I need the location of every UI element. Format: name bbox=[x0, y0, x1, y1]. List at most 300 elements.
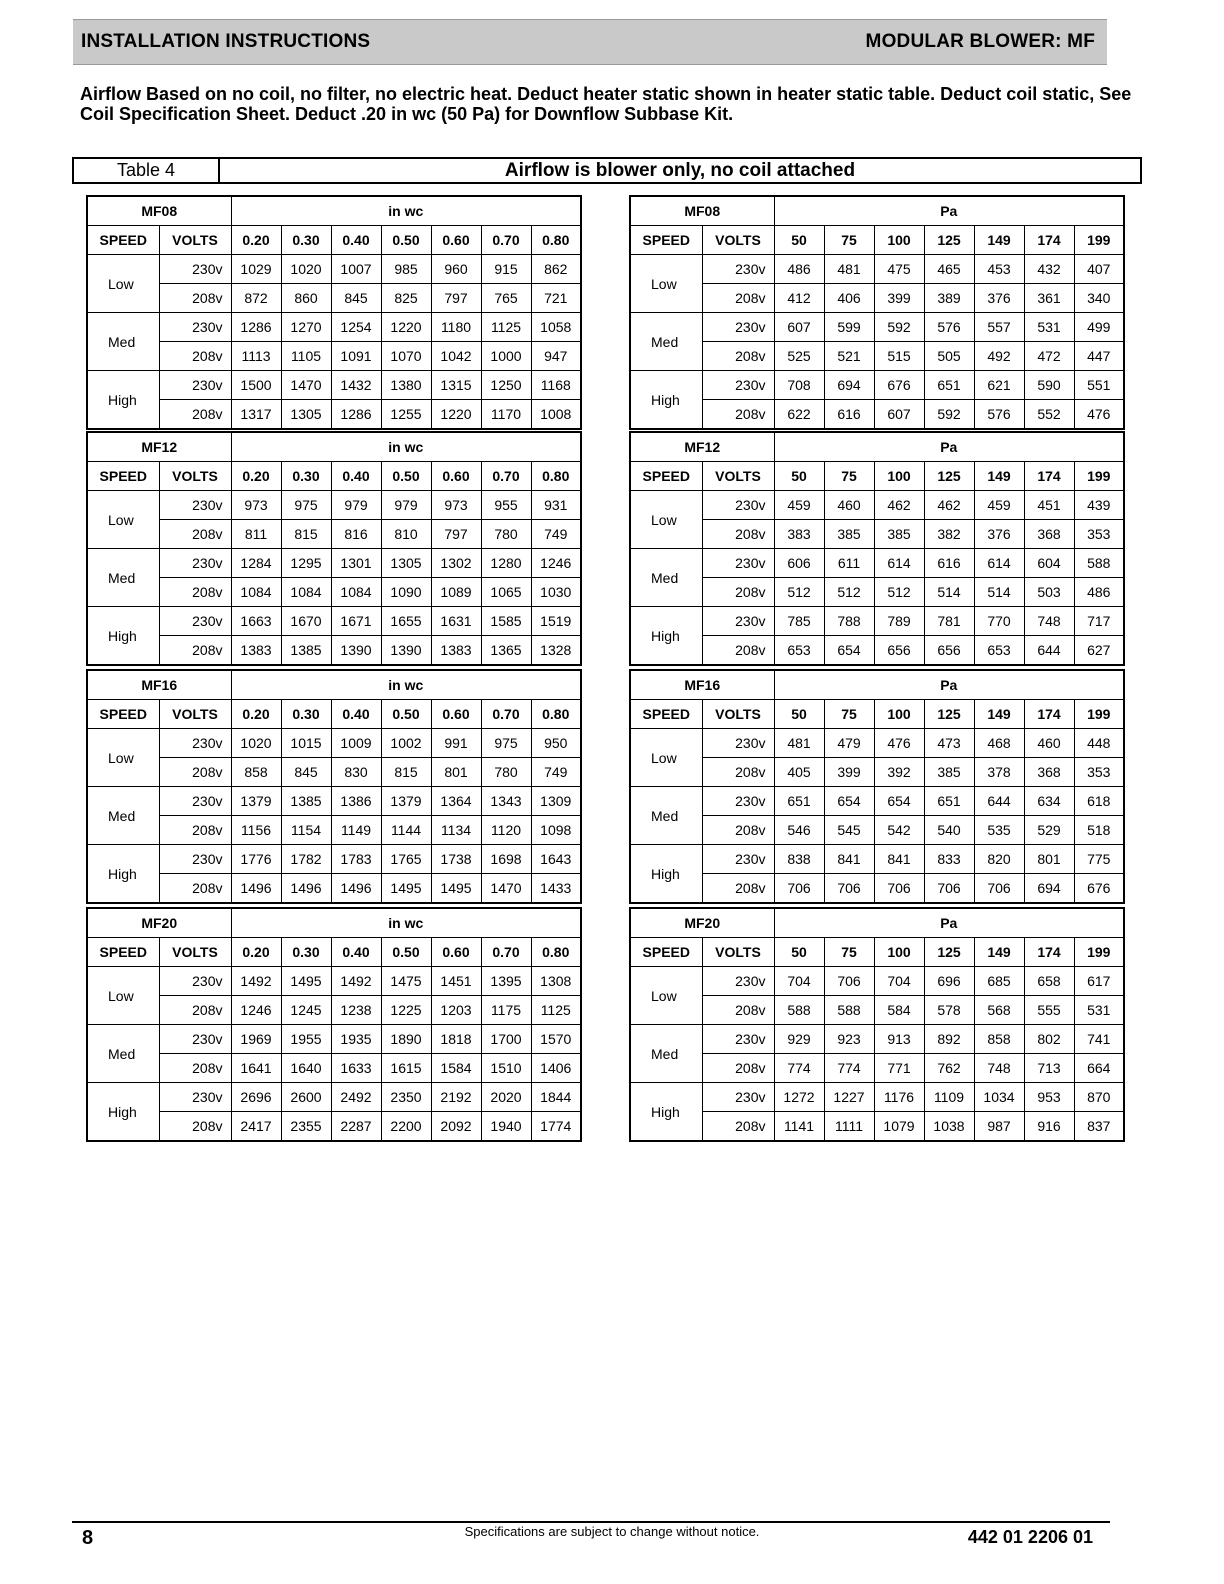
table-row bbox=[87, 729, 581, 758]
header-banner bbox=[73, 19, 1107, 65]
speed-label: Low bbox=[630, 729, 702, 787]
airflow-cell: 340 bbox=[1074, 284, 1124, 313]
mf16-inwc-table bbox=[86, 669, 582, 904]
pressure-header: 0.40 bbox=[331, 700, 381, 729]
table-caption: Airflow is blower only, no coil attached bbox=[504, 160, 856, 181]
mf16-pa-table bbox=[629, 669, 1125, 904]
airflow-cell: 775 bbox=[1074, 845, 1124, 874]
volts-header: VOLTS bbox=[702, 462, 774, 491]
volts-header: VOLTS bbox=[159, 462, 231, 491]
airflow-cell: 588 bbox=[824, 996, 874, 1025]
airflow-cell: 1969 bbox=[231, 1025, 281, 1054]
voltage-label: 230v bbox=[702, 967, 774, 996]
airflow-cell: 664 bbox=[1074, 1054, 1124, 1083]
airflow-cell: 706 bbox=[774, 874, 824, 904]
pressure-header: 0.30 bbox=[281, 226, 331, 255]
airflow-cell: 1225 bbox=[381, 996, 431, 1025]
airflow-cell: 1643 bbox=[531, 845, 581, 874]
airflow-cell: 1379 bbox=[231, 787, 281, 816]
airflow-cell: 654 bbox=[874, 787, 924, 816]
airflow-cell: 607 bbox=[774, 313, 824, 342]
pressure-header: 0.50 bbox=[381, 938, 431, 967]
airflow-cell: 1380 bbox=[381, 371, 431, 400]
speed-label: Low bbox=[87, 967, 159, 1025]
voltage-label: 230v bbox=[159, 255, 231, 284]
airflow-cell: 947 bbox=[531, 342, 581, 371]
airflow-cell: 2417 bbox=[231, 1112, 281, 1142]
airflow-cell: 1302 bbox=[431, 549, 481, 578]
airflow-cell: 588 bbox=[1074, 549, 1124, 578]
airflow-cell: 2600 bbox=[281, 1083, 331, 1112]
airflow-cell: 1305 bbox=[281, 400, 331, 430]
unit-label: Pa bbox=[774, 670, 1124, 700]
table-row bbox=[630, 491, 1124, 520]
table-row bbox=[630, 284, 1124, 313]
airflow-cell: 618 bbox=[1074, 787, 1124, 816]
airflow-cell: 412 bbox=[774, 284, 824, 313]
pressure-header: 0.20 bbox=[231, 226, 281, 255]
airflow-cell: 1365 bbox=[481, 636, 531, 666]
airflow-cell: 1270 bbox=[281, 313, 331, 342]
airflow-cell: 1315 bbox=[431, 371, 481, 400]
airflow-cell: 1640 bbox=[281, 1054, 331, 1083]
airflow-cell: 1379 bbox=[381, 787, 431, 816]
pressure-header: 0.80 bbox=[531, 226, 581, 255]
airflow-cell: 1084 bbox=[231, 578, 281, 607]
airflow-cell: 616 bbox=[924, 549, 974, 578]
voltage-label: 230v bbox=[159, 967, 231, 996]
model-name: MF20 bbox=[87, 908, 231, 938]
airflow-cell: 576 bbox=[924, 313, 974, 342]
volts-header: VOLTS bbox=[159, 700, 231, 729]
voltage-label: 208v bbox=[159, 758, 231, 787]
airflow-cell: 1317 bbox=[231, 400, 281, 430]
airflow-cell: 815 bbox=[381, 758, 431, 787]
airflow-cell: 518 bbox=[1074, 816, 1124, 845]
airflow-cell: 1176 bbox=[874, 1083, 924, 1112]
model-name: MF08 bbox=[630, 196, 774, 226]
speed-label: Med bbox=[87, 313, 159, 371]
airflow-cell: 1492 bbox=[231, 967, 281, 996]
pressure-header: 50 bbox=[774, 700, 824, 729]
airflow-cell: 1286 bbox=[231, 313, 281, 342]
airflow-cell: 676 bbox=[1074, 874, 1124, 904]
airflow-cell: 1940 bbox=[481, 1112, 531, 1142]
voltage-label: 230v bbox=[702, 549, 774, 578]
airflow-cell: 1042 bbox=[431, 342, 481, 371]
airflow-cell: 1390 bbox=[331, 636, 381, 666]
airflow-cell: 801 bbox=[1024, 845, 1074, 874]
voltage-label: 230v bbox=[159, 787, 231, 816]
voltage-label: 208v bbox=[159, 1112, 231, 1142]
airflow-cell: 1385 bbox=[281, 636, 331, 666]
volts-header: VOLTS bbox=[702, 700, 774, 729]
airflow-cell: 392 bbox=[874, 758, 924, 787]
airflow-cell: 614 bbox=[974, 549, 1024, 578]
airflow-cell: 860 bbox=[281, 284, 331, 313]
table-row bbox=[87, 400, 581, 430]
airflow-cell: 462 bbox=[924, 491, 974, 520]
airflow-cell: 389 bbox=[924, 284, 974, 313]
pressure-header: 0.50 bbox=[381, 226, 431, 255]
airflow-cell: 1156 bbox=[231, 816, 281, 845]
airflow-cell: 1585 bbox=[481, 607, 531, 636]
airflow-cell: 551 bbox=[1074, 371, 1124, 400]
voltage-label: 208v bbox=[702, 996, 774, 1025]
pressure-header: 0.30 bbox=[281, 700, 331, 729]
airflow-cell: 708 bbox=[774, 371, 824, 400]
airflow-cell: 816 bbox=[331, 520, 381, 549]
voltage-label: 208v bbox=[159, 816, 231, 845]
voltage-label: 230v bbox=[702, 255, 774, 284]
airflow-cell: 833 bbox=[924, 845, 974, 874]
table-row bbox=[87, 342, 581, 371]
speed-label: Low bbox=[87, 491, 159, 549]
airflow-cell: 1935 bbox=[331, 1025, 381, 1054]
airflow-cell: 748 bbox=[1024, 607, 1074, 636]
airflow-cell: 1284 bbox=[231, 549, 281, 578]
airflow-cell: 653 bbox=[974, 636, 1024, 666]
airflow-cell: 1120 bbox=[481, 816, 531, 845]
table-row bbox=[87, 1112, 581, 1142]
airflow-cell: 651 bbox=[924, 787, 974, 816]
table-row bbox=[630, 371, 1124, 400]
airflow-cell: 353 bbox=[1074, 758, 1124, 787]
airflow-cell: 606 bbox=[774, 549, 824, 578]
airflow-cell: 1451 bbox=[431, 967, 481, 996]
airflow-cell: 780 bbox=[481, 520, 531, 549]
airflow-cell: 1615 bbox=[381, 1054, 431, 1083]
speed-label: Low bbox=[630, 967, 702, 1025]
voltage-label: 208v bbox=[159, 874, 231, 904]
airflow-cell: 694 bbox=[824, 371, 874, 400]
airflow-cell: 592 bbox=[874, 313, 924, 342]
airflow-cell: 975 bbox=[281, 491, 331, 520]
airflow-cell: 584 bbox=[874, 996, 924, 1025]
airflow-cell: 1584 bbox=[431, 1054, 481, 1083]
voltage-label: 208v bbox=[702, 758, 774, 787]
airflow-cell: 870 bbox=[1074, 1083, 1124, 1112]
table-row bbox=[87, 520, 581, 549]
airflow-cell: 2200 bbox=[381, 1112, 431, 1142]
pressure-header: 75 bbox=[824, 700, 874, 729]
airflow-cell: 2492 bbox=[331, 1083, 381, 1112]
pressure-header: 0.80 bbox=[531, 700, 581, 729]
airflow-cell: 627 bbox=[1074, 636, 1124, 666]
airflow-cell: 512 bbox=[874, 578, 924, 607]
airflow-cell: 512 bbox=[824, 578, 874, 607]
pressure-header: 50 bbox=[774, 938, 824, 967]
airflow-cell: 1015 bbox=[281, 729, 331, 758]
airflow-cell: 797 bbox=[431, 284, 481, 313]
table-row bbox=[87, 371, 581, 400]
table-row bbox=[87, 549, 581, 578]
airflow-cell: 741 bbox=[1074, 1025, 1124, 1054]
pressure-header: 125 bbox=[924, 226, 974, 255]
table-row bbox=[87, 1083, 581, 1112]
airflow-cell: 1254 bbox=[331, 313, 381, 342]
airflow-cell: 838 bbox=[774, 845, 824, 874]
table-row bbox=[630, 1025, 1124, 1054]
airflow-cell: 770 bbox=[974, 607, 1024, 636]
airflow-cell: 447 bbox=[1074, 342, 1124, 371]
airflow-cell: 460 bbox=[824, 491, 874, 520]
airflow-cell: 439 bbox=[1074, 491, 1124, 520]
airflow-cell: 535 bbox=[974, 816, 1024, 845]
airflow-cell: 529 bbox=[1024, 816, 1074, 845]
airflow-cell: 1570 bbox=[531, 1025, 581, 1054]
airflow-cell: 771 bbox=[874, 1054, 924, 1083]
voltage-label: 208v bbox=[702, 636, 774, 666]
table-row bbox=[87, 1054, 581, 1083]
airflow-cell: 505 bbox=[924, 342, 974, 371]
footer-rule bbox=[72, 1521, 1110, 1523]
airflow-cell: 781 bbox=[924, 607, 974, 636]
airflow-cell: 749 bbox=[531, 520, 581, 549]
airflow-cell: 762 bbox=[924, 1054, 974, 1083]
airflow-cell: 407 bbox=[1074, 255, 1124, 284]
airflow-cell: 858 bbox=[974, 1025, 1024, 1054]
airflow-cell: 837 bbox=[1074, 1112, 1124, 1142]
voltage-label: 208v bbox=[159, 636, 231, 666]
header-product: MODULAR BLOWER: MF bbox=[865, 31, 1095, 52]
table-row bbox=[87, 578, 581, 607]
pressure-header: 0.80 bbox=[531, 938, 581, 967]
unit-label: Pa bbox=[774, 432, 1124, 462]
airflow-cell: 1079 bbox=[874, 1112, 924, 1142]
voltage-label: 208v bbox=[702, 578, 774, 607]
airflow-cell: 785 bbox=[774, 607, 824, 636]
pressure-header: 0.70 bbox=[481, 226, 531, 255]
airflow-cell: 459 bbox=[974, 491, 1024, 520]
airflow-cell: 950 bbox=[531, 729, 581, 758]
airflow-cell: 774 bbox=[774, 1054, 824, 1083]
airflow-cell: 383 bbox=[774, 520, 824, 549]
airflow-cell: 651 bbox=[924, 371, 974, 400]
airflow-cell: 1125 bbox=[481, 313, 531, 342]
airflow-cell: 1089 bbox=[431, 578, 481, 607]
pressure-header: 0.30 bbox=[281, 462, 331, 491]
table-row bbox=[87, 1025, 581, 1054]
airflow-cell: 1500 bbox=[231, 371, 281, 400]
airflow-cell: 465 bbox=[924, 255, 974, 284]
speed-header: SPEED bbox=[630, 226, 702, 255]
pressure-header: 100 bbox=[874, 462, 924, 491]
header-title: INSTALLATION INSTRUCTIONS bbox=[81, 31, 371, 52]
airflow-cell: 514 bbox=[974, 578, 1024, 607]
airflow-cell: 1090 bbox=[381, 578, 431, 607]
airflow-cell: 448 bbox=[1074, 729, 1124, 758]
airflow-cell: 1496 bbox=[281, 874, 331, 904]
table-row bbox=[630, 787, 1124, 816]
speed-label: Med bbox=[630, 787, 702, 845]
unit-label: in wc bbox=[231, 670, 581, 700]
table-row bbox=[630, 816, 1124, 845]
table-row bbox=[630, 996, 1124, 1025]
airflow-cell: 607 bbox=[874, 400, 924, 430]
airflow-cell: 706 bbox=[924, 874, 974, 904]
airflow-cell: 1272 bbox=[774, 1083, 824, 1112]
speed-header: SPEED bbox=[87, 226, 159, 255]
airflow-cell: 555 bbox=[1024, 996, 1074, 1025]
airflow-cell: 706 bbox=[824, 874, 874, 904]
airflow-cell: 475 bbox=[874, 255, 924, 284]
airflow-cell: 991 bbox=[431, 729, 481, 758]
airflow-cell: 1433 bbox=[531, 874, 581, 904]
airflow-cell: 472 bbox=[1024, 342, 1074, 371]
airflow-cell: 1510 bbox=[481, 1054, 531, 1083]
airflow-cell: 1698 bbox=[481, 845, 531, 874]
table-row bbox=[630, 342, 1124, 371]
airflow-cell: 858 bbox=[231, 758, 281, 787]
table-row bbox=[630, 255, 1124, 284]
airflow-cell: 845 bbox=[331, 284, 381, 313]
unit-label: Pa bbox=[774, 196, 1124, 226]
speed-label: High bbox=[87, 845, 159, 904]
speed-label: Med bbox=[630, 1025, 702, 1083]
table-row bbox=[630, 520, 1124, 549]
airflow-cell: 473 bbox=[924, 729, 974, 758]
airflow-cell: 1955 bbox=[281, 1025, 331, 1054]
airflow-cell: 1782 bbox=[281, 845, 331, 874]
airflow-cell: 923 bbox=[824, 1025, 874, 1054]
airflow-cell: 644 bbox=[1024, 636, 1074, 666]
airflow-cell: 916 bbox=[1024, 1112, 1074, 1142]
airflow-cell: 521 bbox=[824, 342, 874, 371]
table-row bbox=[630, 967, 1124, 996]
pressure-header: 50 bbox=[774, 226, 824, 255]
airflow-cell: 953 bbox=[1024, 1083, 1074, 1112]
airflow-cell: 1002 bbox=[381, 729, 431, 758]
voltage-label: 230v bbox=[702, 1083, 774, 1112]
airflow-cell: 1738 bbox=[431, 845, 481, 874]
speed-label: Low bbox=[630, 255, 702, 313]
airflow-cell: 1496 bbox=[231, 874, 281, 904]
pressure-header: 149 bbox=[974, 938, 1024, 967]
airflow-cell: 656 bbox=[874, 636, 924, 666]
airflow-cell: 453 bbox=[974, 255, 1024, 284]
voltage-label: 230v bbox=[702, 313, 774, 342]
airflow-cell: 361 bbox=[1024, 284, 1074, 313]
airflow-cell: 1113 bbox=[231, 342, 281, 371]
airflow-cell: 1774 bbox=[531, 1112, 581, 1142]
voltage-label: 208v bbox=[702, 874, 774, 904]
airflow-cell: 1383 bbox=[231, 636, 281, 666]
airflow-cell: 1180 bbox=[431, 313, 481, 342]
airflow-cell: 979 bbox=[381, 491, 431, 520]
pressure-header: 0.50 bbox=[381, 462, 431, 491]
airflow-cell: 1170 bbox=[481, 400, 531, 430]
airflow-cell: 1496 bbox=[331, 874, 381, 904]
airflow-cell: 614 bbox=[874, 549, 924, 578]
airflow-cell: 913 bbox=[874, 1025, 924, 1054]
airflow-cell: 1220 bbox=[381, 313, 431, 342]
airflow-cell: 476 bbox=[1074, 400, 1124, 430]
airflow-cell: 841 bbox=[874, 845, 924, 874]
unit-label: in wc bbox=[231, 908, 581, 938]
airflow-cell: 810 bbox=[381, 520, 431, 549]
pressure-header: 0.60 bbox=[431, 462, 481, 491]
speed-label: Med bbox=[630, 549, 702, 607]
airflow-cell: 514 bbox=[924, 578, 974, 607]
voltage-label: 208v bbox=[159, 342, 231, 371]
model-name: MF12 bbox=[87, 432, 231, 462]
airflow-cell: 599 bbox=[824, 313, 874, 342]
mf12-pa-table bbox=[629, 431, 1125, 666]
airflow-cell: 797 bbox=[431, 520, 481, 549]
airflow-cell: 987 bbox=[974, 1112, 1024, 1142]
airflow-cell: 459 bbox=[774, 491, 824, 520]
table-row bbox=[87, 874, 581, 904]
airflow-cell: 1395 bbox=[481, 967, 531, 996]
voltage-label: 208v bbox=[159, 284, 231, 313]
table-row bbox=[87, 967, 581, 996]
speed-label: Med bbox=[630, 313, 702, 371]
airflow-cell: 588 bbox=[774, 996, 824, 1025]
mf20-inwc-table bbox=[86, 907, 582, 1142]
pressure-header: 199 bbox=[1074, 938, 1124, 967]
airflow-cell: 468 bbox=[974, 729, 1024, 758]
airflow-cell: 1220 bbox=[431, 400, 481, 430]
airflow-cell: 788 bbox=[824, 607, 874, 636]
voltage-label: 208v bbox=[702, 342, 774, 371]
airflow-cell: 1246 bbox=[531, 549, 581, 578]
airflow-cell: 382 bbox=[924, 520, 974, 549]
pressure-header: 0.20 bbox=[231, 462, 281, 491]
airflow-cell: 830 bbox=[331, 758, 381, 787]
table-row bbox=[87, 996, 581, 1025]
airflow-cell: 1328 bbox=[531, 636, 581, 666]
airflow-cell: 1700 bbox=[481, 1025, 531, 1054]
airflow-cell: 1154 bbox=[281, 816, 331, 845]
airflow-cell: 592 bbox=[924, 400, 974, 430]
airflow-cell: 385 bbox=[824, 520, 874, 549]
table-row bbox=[630, 1112, 1124, 1142]
airflow-cell: 368 bbox=[1024, 520, 1074, 549]
table-row bbox=[87, 313, 581, 342]
table-row bbox=[630, 729, 1124, 758]
airflow-cell: 1470 bbox=[281, 371, 331, 400]
pressure-header: 0.40 bbox=[331, 938, 381, 967]
airflow-cell: 531 bbox=[1074, 996, 1124, 1025]
voltage-label: 230v bbox=[702, 787, 774, 816]
airflow-cell: 704 bbox=[774, 967, 824, 996]
pressure-header: 0.40 bbox=[331, 462, 381, 491]
airflow-cell: 1058 bbox=[531, 313, 581, 342]
airflow-cell: 578 bbox=[924, 996, 974, 1025]
voltage-label: 230v bbox=[702, 729, 774, 758]
airflow-cell: 503 bbox=[1024, 578, 1074, 607]
airflow-cell: 515 bbox=[874, 342, 924, 371]
mf08-pa-table bbox=[629, 195, 1125, 430]
table-row bbox=[630, 636, 1124, 666]
voltage-label: 230v bbox=[702, 491, 774, 520]
airflow-cell: 576 bbox=[974, 400, 1024, 430]
table-row bbox=[87, 255, 581, 284]
voltage-label: 208v bbox=[159, 996, 231, 1025]
airflow-cell: 825 bbox=[381, 284, 431, 313]
airflow-cell: 973 bbox=[231, 491, 281, 520]
speed-header: SPEED bbox=[630, 938, 702, 967]
airflow-cell: 1109 bbox=[924, 1083, 974, 1112]
model-name: MF16 bbox=[87, 670, 231, 700]
airflow-cell: 611 bbox=[824, 549, 874, 578]
airflow-cell: 1385 bbox=[281, 787, 331, 816]
voltage-label: 208v bbox=[702, 1054, 774, 1083]
pressure-header: 100 bbox=[874, 700, 924, 729]
footer-note: Specifications are subject to change without notice. bbox=[464, 1524, 760, 1539]
voltage-label: 230v bbox=[159, 549, 231, 578]
